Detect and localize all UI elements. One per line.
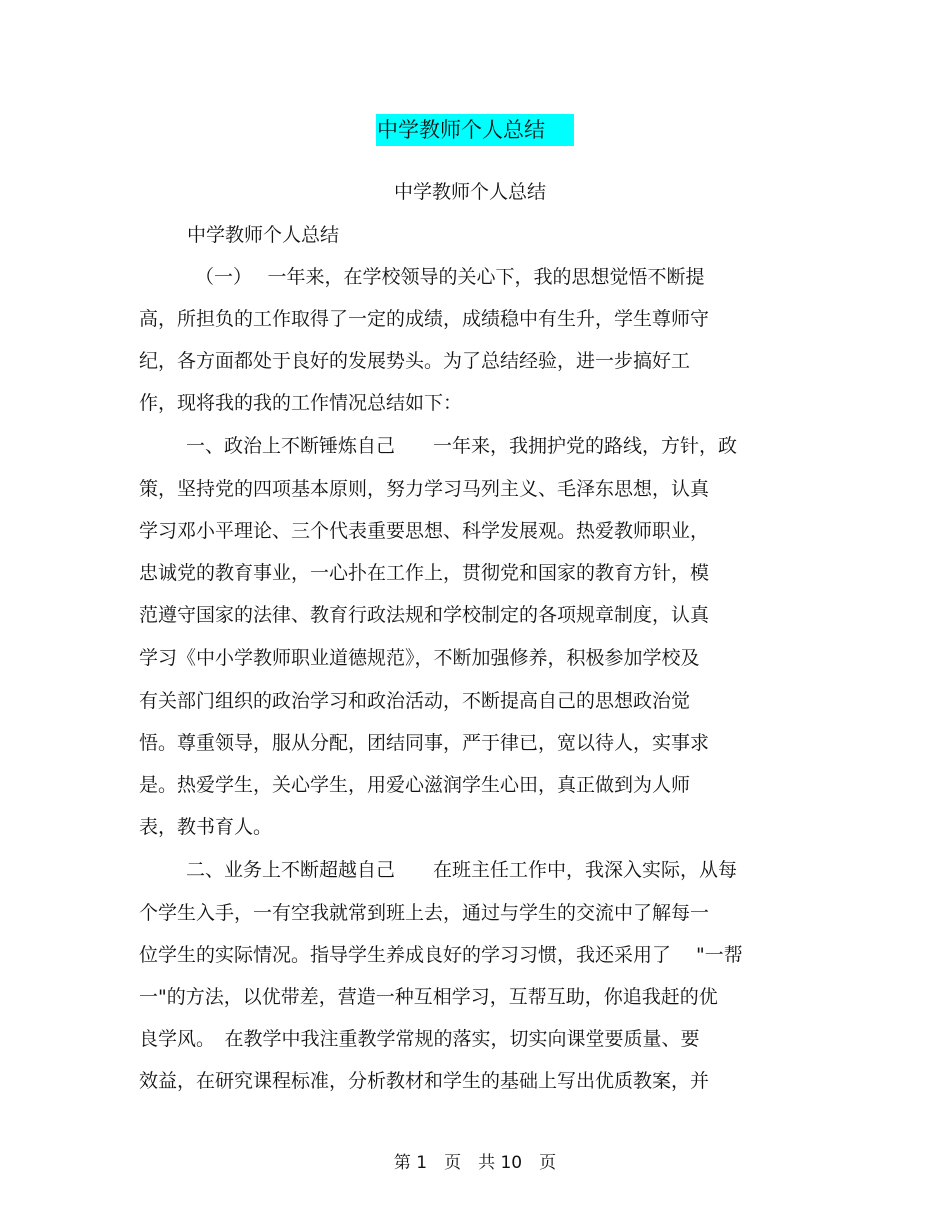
body-line: 个学生入手，一有空我就常到班上去，通过与学生的交流中了解每一 [139,902,710,924]
body-line: 高，所担负的工作取得了一定的成绩，成绩稳中有生升，学生尊师守 [139,308,710,330]
body-line: 表，教书育人。 [139,816,273,838]
body-line: 纪，各方面都处于良好的发展势头。为了总结经验，进一步搞好工 [139,350,691,372]
body-line: 悟。尊重领导，服从分配，团结同事，严于律已，宽以待人，实事求 [139,732,710,754]
body-line: 策，坚持党的四项基本原则，努力学习马列主义、毛泽东思想，认真 [139,478,710,500]
body-line: （一） 一年来，在学校领导的关心下，我的思想觉悟不断提 [195,266,705,288]
highlighted-title: 中学教师个人总结 [376,114,574,146]
body-line: 范遵守国家的法律、教育行政法规和学校制定的各项规章制度，认真 [139,604,710,626]
subtitle: 中学教师个人总结 [393,181,546,203]
body-line: 位学生的实际情况。指导学生养成良好的学习习惯，我还采用了 "一帮 [139,944,743,966]
body-line: 有关部门组织的政治学习和政治活动，不断提高自己的思想政治觉 [139,690,691,712]
body-line: 效益，在研究课程标准，分析教材和学生的基础上写出优质教案，并 [139,1070,710,1092]
body-line: 一、政治上不断锤炼自己 一年来，我拥护党的路线，方针，政 [186,435,738,457]
body-line: 作，现将我的我的工作情况总结如下： [139,392,463,414]
body-line: 忠诚党的教育事业，一心扑在工作上，贯彻党和国家的教育方针，模 [139,562,710,584]
body-line: 中学教师个人总结 [187,224,340,246]
page-footer: 第 1 页 共 10 页 [393,1153,557,1173]
body-line: 学习邓小平理论、三个代表重要思想、科学发展观。热爱教师职业， [139,520,710,542]
body-line: 是。热爱学生，关心学生，用爱心滋润学生心田，真正做到为人师 [139,774,691,796]
body-line: 学习《中小学教师职业道德规范》，不断加强修养，积极参加学校及 [139,647,700,669]
body-line: 良学风。 在教学中我注重教学常规的落实，切实向课堂要质量、要 [139,1028,700,1050]
body-line: 二、业务上不断超越自己 在班主任工作中，我深入实际，从每 [186,859,738,881]
body-line: 一"的方法，以优带差，营造一种互相学习，互帮互助，你追我赶的优 [139,986,718,1008]
